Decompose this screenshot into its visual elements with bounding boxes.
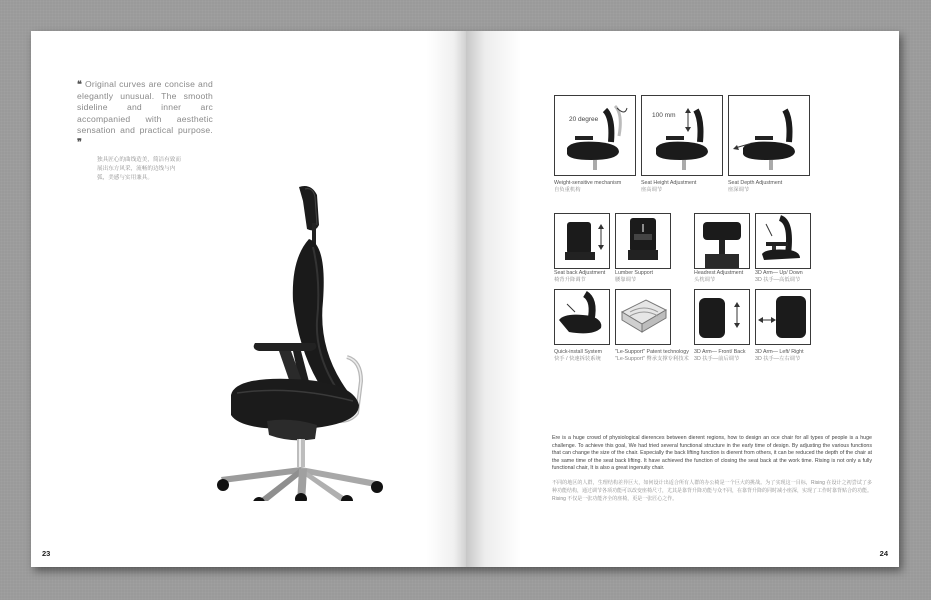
page-number-right: 24	[879, 549, 888, 558]
feature-image-seat-height	[641, 95, 723, 176]
caption-arm-frontback: 3D Arm— Front/ Back 3D 扶手—前后调节	[694, 349, 746, 362]
page-number-left: 23	[42, 549, 51, 558]
feature-overlay-seat-height: 100 mm	[652, 112, 676, 119]
feature-image-quick-install	[554, 289, 610, 345]
intro-paragraph: Ere is a huge crowd of physiological dierences between dierent regions, how to design an oce chair for all types of people is a huge challenge. To achieve this goal, We had tried several functional structure in the early time of design. By adjusting the various functions that can change the size of the chair. Especially the back lifting function is dierent from others, it can be reduced the depth of the chair at the same time of the seat back lifting. It have achieved the function of closing the seat back at the work time. Rising is not only a fully functional chair, It is also a great ingenuity chair.	[552, 435, 872, 472]
office-chair-image	[181, 181, 401, 501]
quote-chinese: 独具匠心的曲线造美，简洁有致而展出东方风采，流畅的边线与内弧，美感与实用兼具。	[97, 156, 181, 181]
feature-image-le-support	[615, 289, 671, 345]
gutter-shadow	[426, 31, 466, 567]
right-page	[466, 31, 899, 567]
caption-le-support: "Le-Support" Patent technology "Le-Support" 臀承支撑专利技术	[615, 349, 689, 362]
quote-block	[77, 79, 213, 183]
gutter-shadow	[466, 31, 521, 567]
caption-headrest: Headrest Adjustment 头枕调节	[694, 270, 744, 283]
quote-open-mark: ❝	[77, 79, 83, 89]
quote-text	[77, 79, 213, 149]
caption-arm-leftright: 3D Arm— Left/ Right 3D 扶手—左右调节	[755, 349, 804, 362]
quote-close-mark: ❞	[77, 136, 83, 147]
feature-image-weight	[554, 95, 636, 176]
magazine-spread	[31, 31, 899, 567]
feature-image-arm-leftright	[755, 289, 811, 345]
feature-overlay-weight: 20 degree	[569, 116, 599, 123]
caption-weight: Weight-sensitive mechanism 自负重机构	[554, 180, 622, 193]
caption-seat-back: Seat back Adjustment 椅背升降调节	[554, 270, 606, 283]
feature-image-lumbar	[615, 213, 671, 269]
quote-body: Original curves are concise and elegantly unusual. The smooth sideline and inner arc accompanied with aesthetic sensation and practical purpose.	[77, 79, 213, 136]
caption-seat-depth: Seat Depth Adjustment 座深调节	[728, 180, 783, 193]
intro-paragraph-chinese: 不同的地区的人群，生理结构差异巨大，如何设计出适合所有人群的办公椅是一个巨大的挑战。为了实现这一目标，Rising 在设计之初尝试了多种功能结构，通过调节各项功能可以改变座椅尺寸，尤其是靠背升降功能与众不同，在靠背升降的同时减小座深，实现了工作时靠背贴合的功能。Rising 不仅是一张功能齐全的座椅，更是一张匠心之作。	[552, 480, 873, 502]
caption-lumbar: Lumber Support 腰靠调节	[615, 270, 653, 283]
feature-image-headrest	[694, 213, 750, 269]
feature-image-seat-depth	[728, 95, 810, 176]
caption-quick-install: Quick-install System 快手 / 快速拆装系统	[554, 349, 602, 362]
feature-image-arm-updown	[755, 213, 811, 269]
feature-image-seat-back	[554, 213, 610, 269]
left-page	[31, 31, 466, 567]
caption-seat-height: Seat Height Adjustment 座高调节	[641, 180, 697, 193]
feature-image-arm-frontback	[694, 289, 750, 345]
caption-arm-updown: 3D Arm— Up/ Down 3D 扶手—高低调节	[755, 270, 803, 283]
